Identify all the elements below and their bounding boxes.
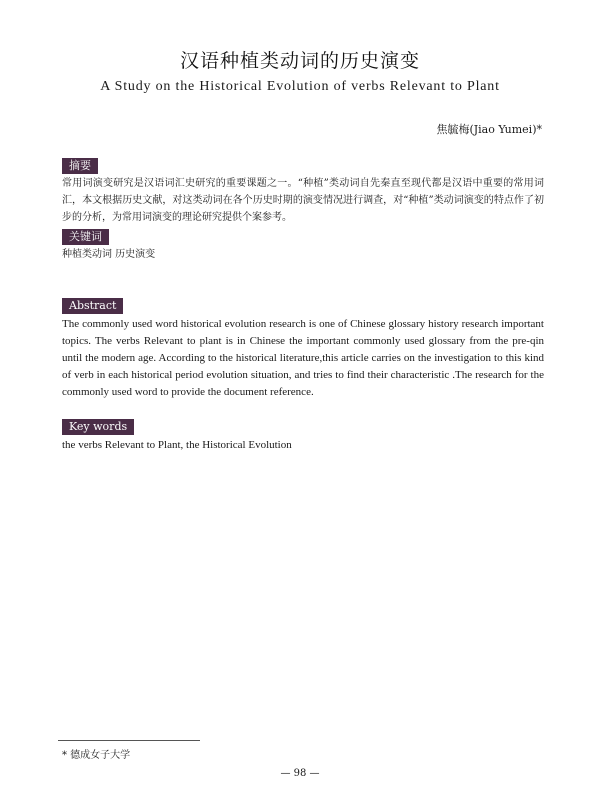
title-chinese: 汉语种植类动词的历史演变 xyxy=(179,50,420,72)
keywords-en-text: the verbs Relevant to Plant, the Historical Evolution xyxy=(62,439,292,451)
abstract-en-label: Abstract xyxy=(62,298,123,314)
abstract-zh-text: 常用词演变研究是汉语词汇史研究的重要课题之一。“种植”类动词自先秦直至现代都是汉语中重要的常用词汇，本文根据历史文献，对这类动词在各个历史时期的演变情况进行调查，对“种植”类动词演变的特点作了初步的分析，为常用词演变的理论研究提供个案参考。 xyxy=(62,178,544,223)
author-line: 焦毓梅(Jiao Yumei)* xyxy=(436,123,542,136)
footnote: * 德成女子大学 xyxy=(62,750,131,761)
abstract-en-text: The commonly used word historical evolution research is one of Chinese glossary history research important topics. The verbs Relevant to plant is in Chinese the important commonly used glossary from the pre-qin until the modern age. According to the historical literature,this article carries on the investigation to this kind of verb in each historical period evolution situation, and tries to find their characteristic .The research for the commonly used word to provide the document reference. xyxy=(62,318,544,398)
keywords-zh-text: 种植类动词 历史演变 xyxy=(62,249,156,260)
footnote-rule xyxy=(58,740,200,741)
title-english: A Study on the Historical Evolution of verbs Relevant to Plant xyxy=(100,79,500,94)
abstract-zh-label: 摘要 xyxy=(62,158,98,174)
keywords-zh-label: 关键词 xyxy=(62,229,109,245)
page-number: — 98 — xyxy=(280,768,320,779)
keywords-en-label: Key words xyxy=(62,419,134,435)
